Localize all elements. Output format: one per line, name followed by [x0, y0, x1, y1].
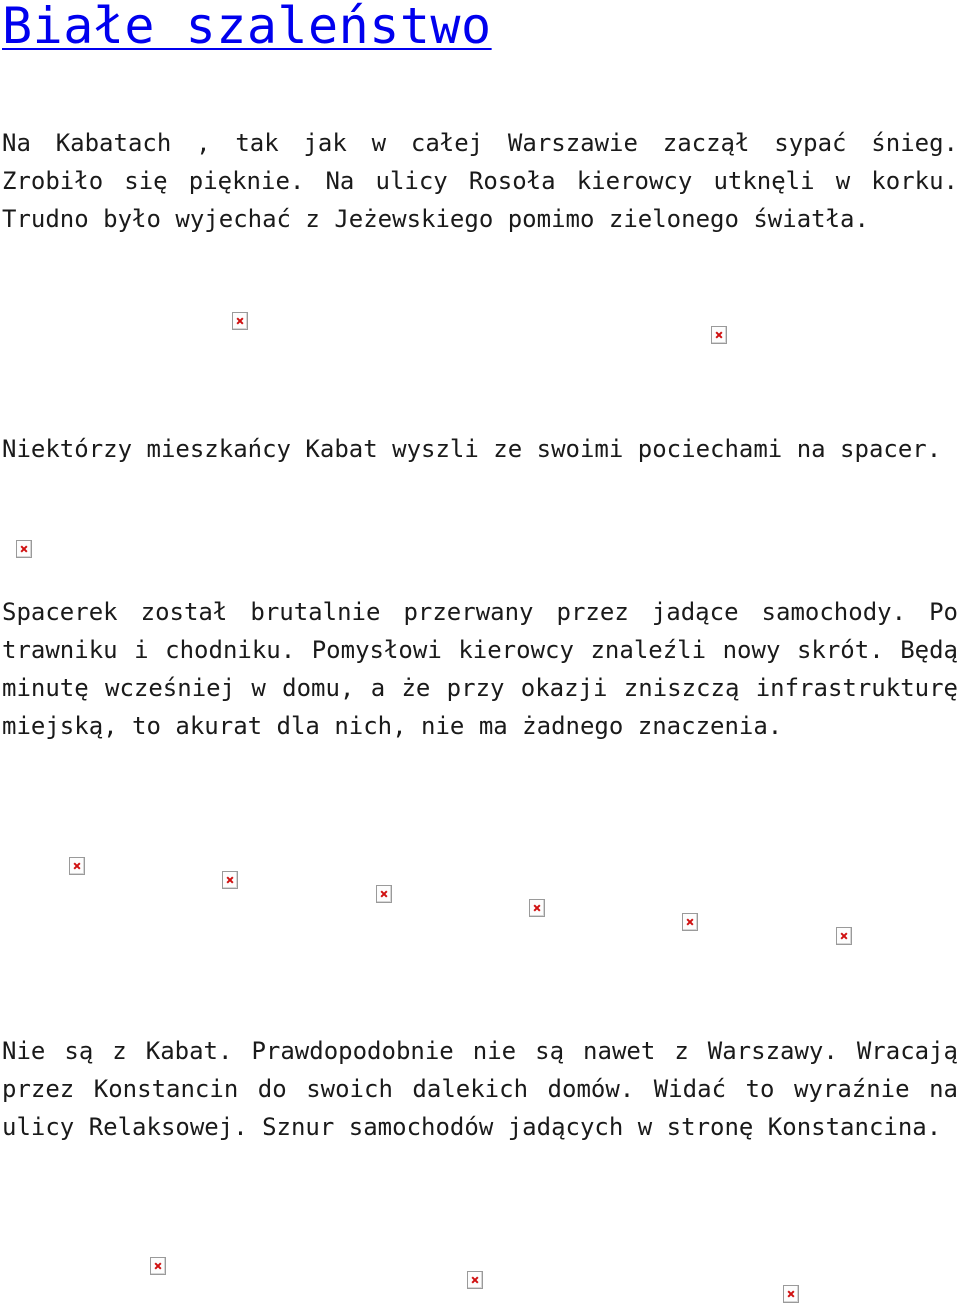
- broken-image-icon: [682, 913, 698, 931]
- paragraph-intro: Na Kabatach , tak jak w całej Warszawie zaczął sypać śnieg. Zrobiło się pięknie. Na ulicy Rosoła kierowcy utknęli w korku. Trudno było wyjechać z Jeżewskiego pomimo zielonego światła.: [2, 129, 958, 233]
- broken-image-icon: [16, 540, 32, 558]
- broken-image-icon: [150, 1257, 166, 1275]
- broken-image-icon: [222, 871, 238, 889]
- broken-image-icon: [711, 326, 727, 344]
- broken-image-icon: [232, 312, 248, 330]
- broken-image-icon: [69, 857, 85, 875]
- broken-image-icon: [529, 899, 545, 917]
- article-title[interactable]: Białe szaleństwo: [2, 0, 492, 55]
- paragraph-walk: Spacerek został brutalnie przerwany przez jadące samochody. Po trawniku i chodniku. Pomysłowi kierowcy znaleźli nowy skrót. Będą minutę wcześniej w domu, a że przy okazji zniszczą infrastrukturę miejską, to akurat dla nich, nie ma żadnego znaczenia.: [2, 598, 958, 740]
- paragraph-residents: Niektórzy mieszkańcy Kabat wyszli ze swoimi pociechami na spacer.: [2, 435, 942, 463]
- paragraph-drivers: Nie są z Kabat. Prawdopodobnie nie są nawet z Warszawy. Wracają przez Konstancin do swoich dalekich domów. Widać to wyraźnie na ulicy Relaksowej. Sznur samochodów jadących w stronę Konstancina.: [2, 1037, 958, 1141]
- broken-image-icon: [467, 1271, 483, 1289]
- broken-image-icon: [836, 927, 852, 945]
- broken-image-icon: [783, 1285, 799, 1303]
- broken-image-icon: [376, 885, 392, 903]
